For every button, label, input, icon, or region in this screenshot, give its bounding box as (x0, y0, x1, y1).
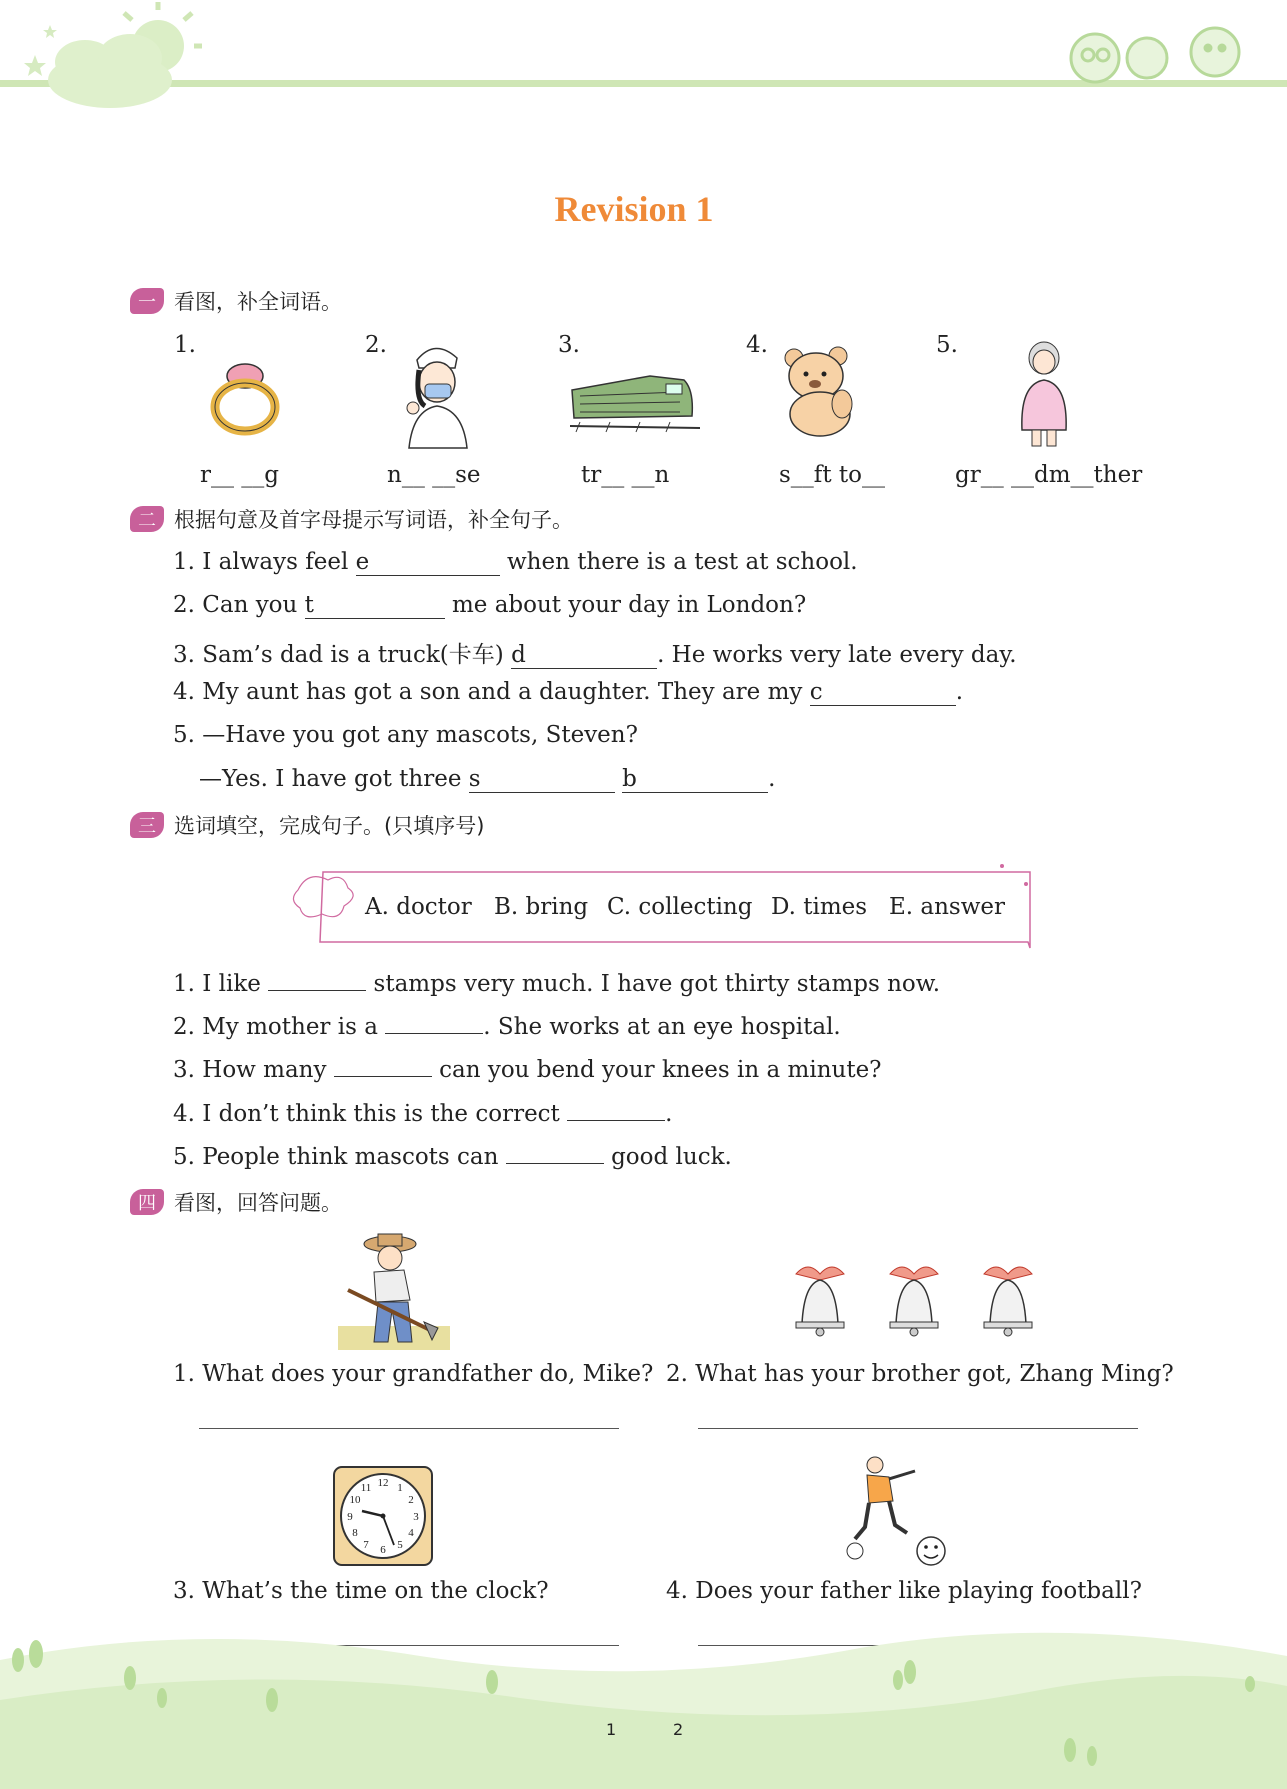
svg-text:1: 1 (397, 1482, 403, 1494)
section-4-header (130, 1187, 342, 1217)
item-number: 1. (174, 332, 196, 358)
question-3: 3. What’s the time on the clock? (173, 1578, 549, 1604)
answer-blank[interactable] (506, 1142, 604, 1164)
page-number-right: 2 (673, 1720, 684, 1739)
option-b: B. bring (494, 894, 589, 920)
word-blank: r__ __g (200, 462, 280, 488)
word-blank: n__ __se (387, 462, 481, 488)
cloud-icon (48, 34, 172, 108)
answer-line[interactable] (698, 1428, 1138, 1429)
page-title: Revision 1 (554, 189, 714, 229)
sentence: 4. My aunt has got a son and a daughter. They are my c . (173, 679, 964, 705)
sentence: 1. I always feel e when there is a test at school. (173, 549, 858, 575)
svg-text:12: 12 (377, 1477, 389, 1489)
question-2: 2. What has your brother got, Zhang Ming? (666, 1361, 1174, 1387)
question-1: 1. What does your grandfather do, Mike? (173, 1361, 654, 1387)
section-heading: 根据句意及首字母提示写词语，补全句子。 (174, 508, 573, 532)
grandmother-icon (1012, 338, 1076, 450)
section-heading: 选词填空，完成句子。(只填序号) (174, 814, 485, 838)
answer-blank[interactable]: b (622, 766, 768, 793)
section-badge: 三 (130, 812, 164, 838)
sentence: 3. Sam’s dad is a truck(卡车) d . He works very late every day. (173, 642, 1017, 668)
footer-hills-decoration (0, 1620, 1287, 1789)
svg-text:11: 11 (360, 1482, 372, 1494)
farmer-icon (338, 1230, 450, 1350)
svg-text:6: 6 (380, 1544, 386, 1556)
svg-text:7: 7 (363, 1539, 369, 1551)
svg-text:3: 3 (413, 1511, 419, 1523)
page-number-left: 1 (606, 1720, 617, 1739)
section-1-header (130, 286, 342, 316)
sentence: 2. Can you t me about your day in London? (173, 592, 807, 618)
svg-text:9: 9 (347, 1511, 353, 1523)
word-blank: tr__ __n (581, 462, 670, 488)
ring-icon (205, 352, 285, 436)
train-icon (570, 368, 700, 436)
answer-blank[interactable]: d (511, 642, 657, 669)
star-icons (24, 25, 57, 76)
item-number: 5. (936, 332, 958, 358)
clock-icon (332, 1465, 434, 1567)
nurse-icon (395, 340, 475, 450)
sentence: 1. I like stamps very much. I have got thirty stamps now. (173, 971, 941, 997)
item-number: 3. (558, 332, 580, 358)
item-number: 4. (746, 332, 768, 358)
sentence: 3. How many can you bend your knees in a minute? (173, 1057, 882, 1083)
animal-faces-icon (1071, 28, 1239, 82)
sentence: 4. I don’t think this is the correct . (173, 1101, 673, 1127)
sentence: 5. People think mascots can good luck. (173, 1144, 732, 1170)
teddy-bear-icon (780, 344, 860, 440)
section-heading: 看图，回答问题。 (174, 1191, 342, 1215)
football-player-icon (845, 1455, 950, 1567)
sentence: 5. —Have you got any mascots, Steven? (173, 722, 638, 748)
section-3-header (130, 810, 484, 840)
answer-blank[interactable]: c (810, 679, 956, 706)
sentence: —Yes. I have got three s b . (199, 766, 776, 792)
option-e: E. answer (889, 894, 1006, 920)
answer-blank[interactable]: t (305, 592, 445, 619)
answer-line[interactable] (199, 1428, 619, 1429)
svg-text:8: 8 (352, 1527, 358, 1539)
answer-blank[interactable] (268, 969, 366, 991)
answer-blank[interactable] (385, 1012, 483, 1034)
answer-blank[interactable]: e (356, 549, 500, 576)
header-decoration (0, 0, 1287, 115)
word-blank: s__ft to__ (779, 462, 885, 488)
answer-blank[interactable] (567, 1099, 665, 1121)
svg-text:2: 2 (408, 1494, 414, 1506)
item-number: 2. (365, 332, 387, 358)
svg-text:4: 4 (408, 1527, 414, 1539)
section-badge: 四 (130, 1189, 164, 1215)
answer-blank[interactable] (334, 1055, 432, 1077)
section-2-header (130, 504, 573, 534)
question-4: 4. Does your father like playing football? (666, 1578, 1142, 1604)
option-a: A. doctor (365, 894, 472, 920)
option-c: C. collecting (607, 894, 753, 920)
section-badge: 二 (130, 506, 164, 532)
section-badge: 一 (130, 288, 164, 314)
answer-blank[interactable]: s (469, 766, 615, 793)
section-heading: 看图，补全词语。 (174, 290, 342, 314)
word-blank: gr__ __dm__ther (955, 462, 1143, 488)
option-d: D. times (771, 894, 868, 920)
bells-icon (780, 1258, 1050, 1340)
svg-text:5: 5 (397, 1539, 403, 1551)
svg-text:10: 10 (349, 1494, 361, 1506)
sentence: 2. My mother is a . She works at an eye hospital. (173, 1014, 841, 1040)
